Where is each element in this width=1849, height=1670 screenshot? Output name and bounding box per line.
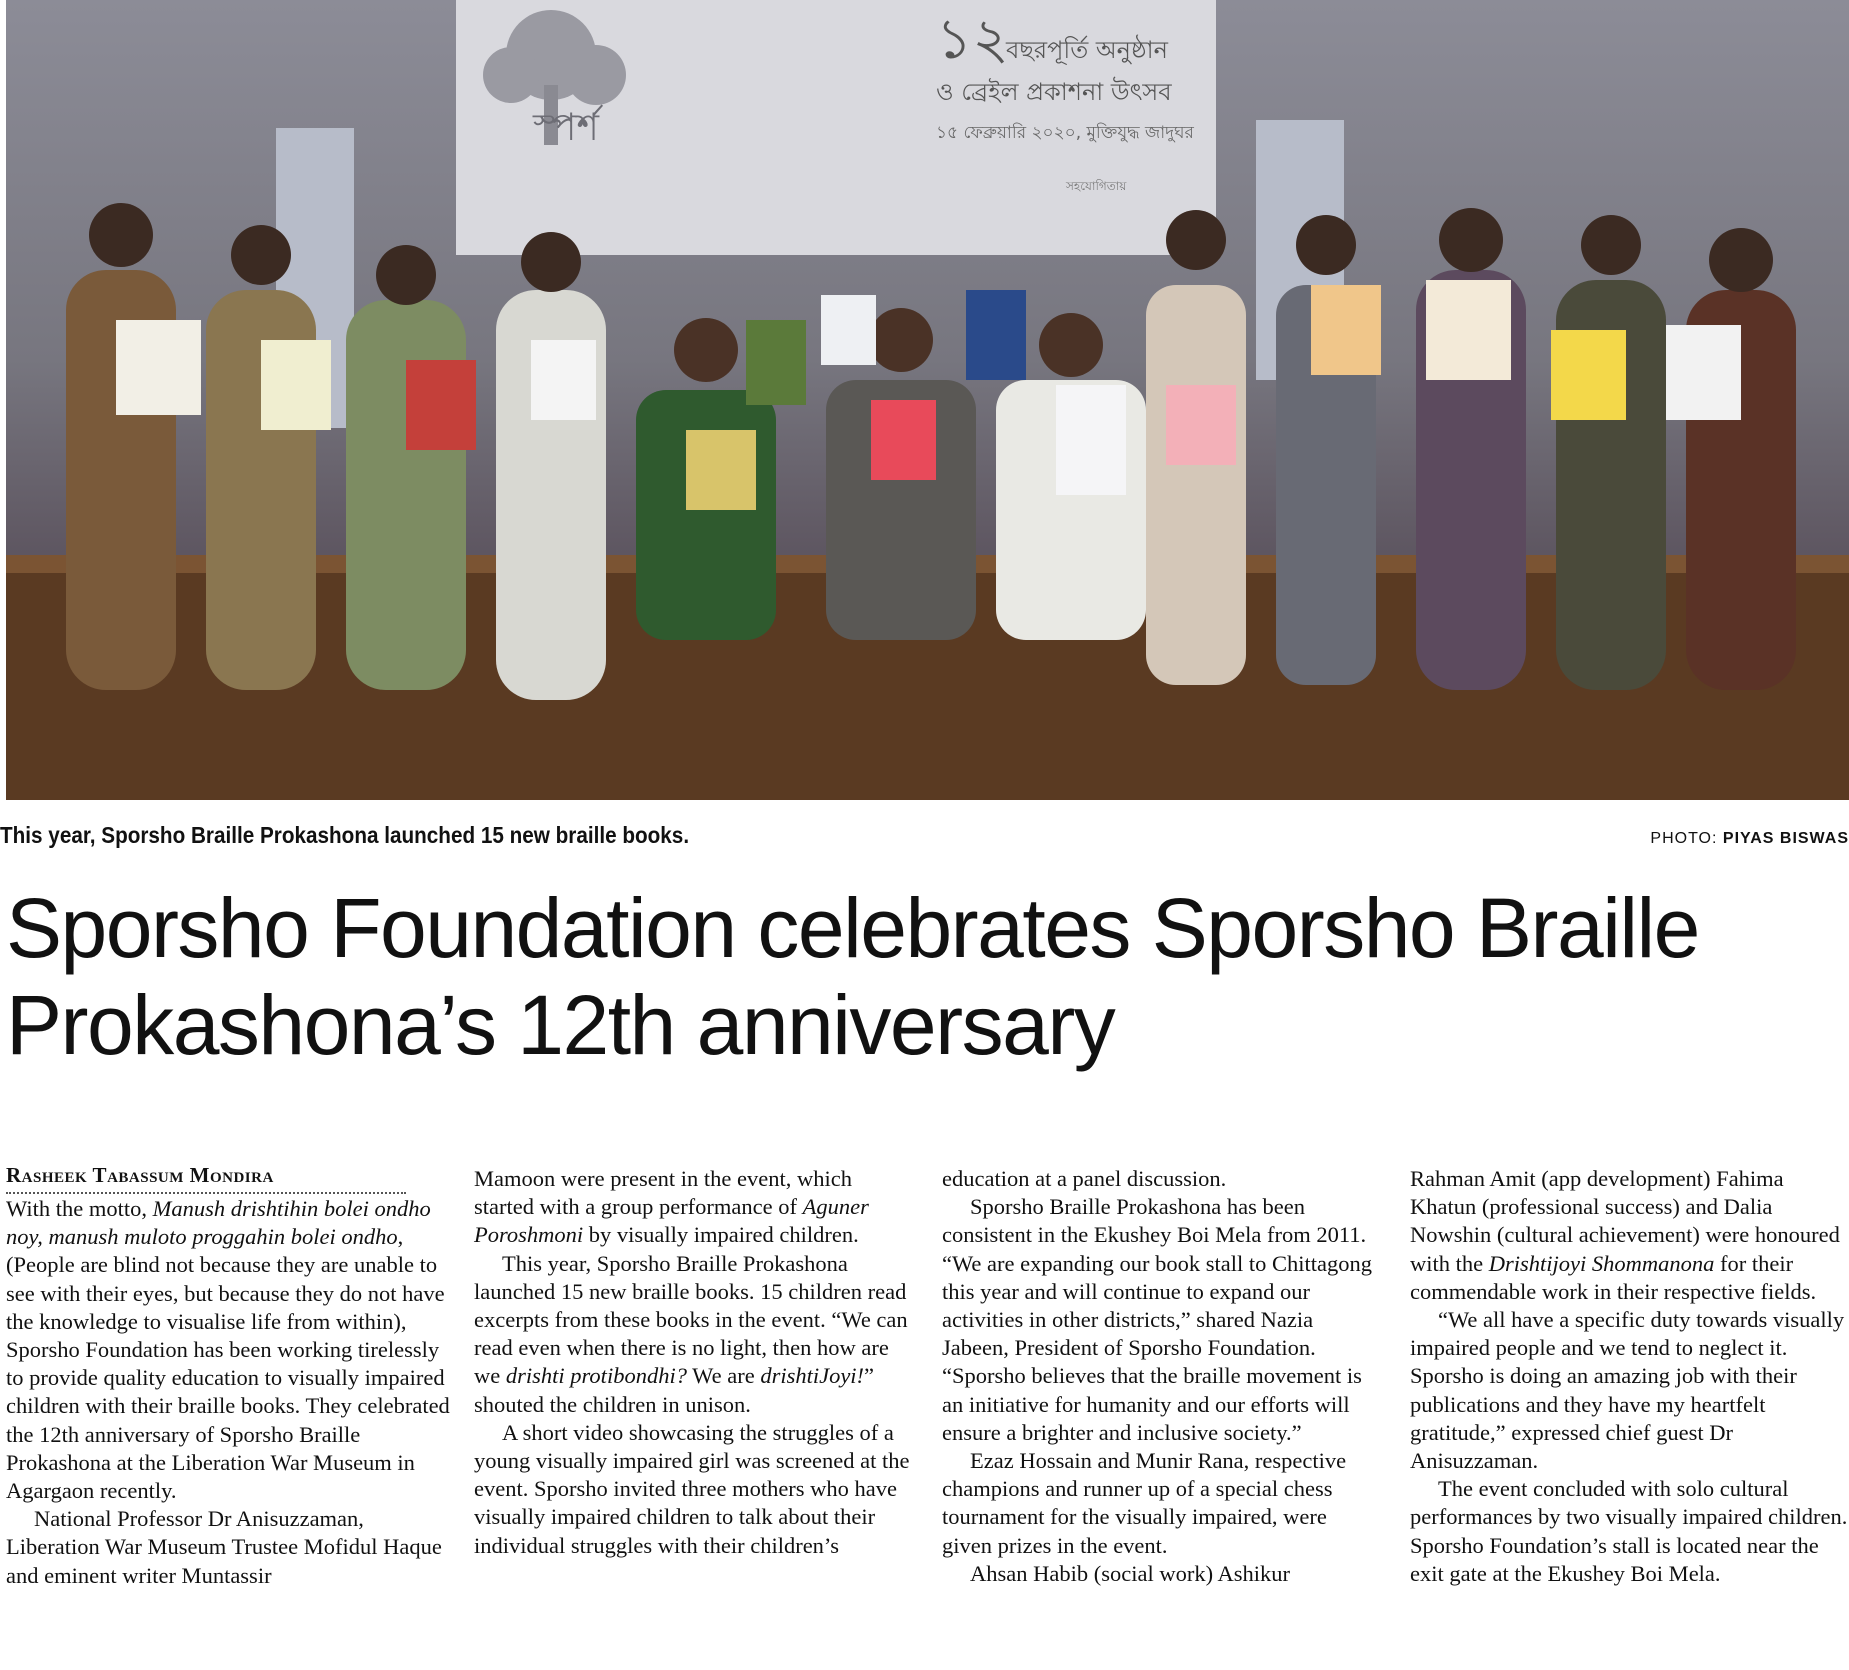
backdrop-line-3: ১৫ ফেব্রুয়ারি ২০২০, মুক্তিযুদ্ধ জাদুঘর <box>936 123 1194 143</box>
text-run: by visually impaired children. <box>583 1222 859 1248</box>
article-column-2 <box>474 1165 914 1560</box>
motto-italic: Manush drishtihin bolei ondho noy, manush muloto proggahin bolei ondho <box>6 1196 431 1250</box>
award-name-italic: Drishtijoyi Shommanona <box>1488 1250 1715 1276</box>
byline: Rasheek Tabassum Mondira <box>6 1163 406 1194</box>
headline: Sporsho Foundation celebrates Sporsho Braille Prokashona’s 12th anniversary <box>6 881 1699 1072</box>
paragraph: education at a panel discussion. <box>942 1166 1227 1191</box>
paragraph: National Professor Dr Anisuzzaman, Liberation War Museum Trustee Mofidul Haque and eminent writer Muntassir <box>6 1506 442 1588</box>
performance-title-italic: Aguner Poroshmoni <box>474 1194 869 1248</box>
event-photo <box>6 0 1849 800</box>
backdrop-line-2: ও ব্রেইল প্রকাশনা উৎসব <box>936 78 1172 106</box>
photo-credit-label: PHOTO: <box>1650 830 1723 847</box>
text-run: With the motto, <box>6 1196 153 1221</box>
text-run: Mamoon were present in the event, which started with a group performance of <box>474 1166 853 1220</box>
paragraph: A short video showcasing the struggles of a young visually impaired girl was screened at the event. Sporsho invited three mothers who have visually impaired children to talk about their individual struggles with their children’s <box>474 1419 910 1558</box>
italic-phrase: drishti protibondhi? <box>505 1363 687 1389</box>
paragraph <box>1410 1165 1849 1306</box>
paragraph: Ahsan Habib (social work) Ashikur <box>970 1560 1290 1586</box>
event-photo-illustration <box>6 0 1849 800</box>
backdrop-line-1: বছরপূর্তি অনুষ্ঠান <box>1006 36 1168 64</box>
article-column-1 <box>6 1195 456 1590</box>
paragraph <box>474 1250 914 1419</box>
paragraph: “We all have a specific duty towards visually impaired people and we tend to neglect it. Sporsho is doing an amazing job with their publications and they have my heartfelt gratitude,” expressed chief guest Dr Anisuzzaman. <box>1410 1307 1845 1474</box>
photo-credit <box>1650 830 1849 848</box>
paragraph <box>474 1165 914 1250</box>
paragraph: The event concluded with solo cultural performances by two visually impaired children. Sporsho Foundation’s stall is located near the exit gate at the Ekushey Boi Mela. <box>1410 1476 1848 1586</box>
article-column-3 <box>942 1165 1382 1588</box>
paragraph: Sporsho Braille Prokashona has been consistent in the Ekushey Boi Mela from 2011. “We are expanding our book stall to Chittagong this year and will continue to expand our activities in other districts,” shared Nazia Jabeen, President of Sporsho Foundation. “Sporsho believes that the braille movement is an initiative for humanity and our efforts will ensure a brighter and inclusive society.” <box>942 1194 1372 1445</box>
backdrop-numeral: ১২ <box>936 7 1009 72</box>
text-run: for their commendable work in their respective fields. <box>1410 1250 1817 1304</box>
italic-phrase: drishtiJoyi! <box>760 1363 865 1389</box>
text-run: This year, Sporsho Braille Prokashona launched 15 new braille books. 15 children read excerpts from these books in the event. “We can read even when there is no light, then how are we <box>474 1250 908 1389</box>
text-run: , (People are blind not because they are unable to see with their eyes, but because they do not have the knowledge to visualise life from within), Sporsho Foundation has been working tirelessly to provide quality education to visually impaired children with their braille books. They celebrated the 12th anniversary of Sporsho Braille Prokashona at the Liberation War Museum in Agargaon recently. <box>6 1224 450 1504</box>
text-run: We are <box>686 1363 761 1389</box>
backdrop-sponsor-label: সহযোগিতায় <box>1066 179 1127 193</box>
text-run: Rahman Amit (app development) Fahima Khatun (professional success) and Dalia Nowshin (cultural achievement) were honoured with the <box>1410 1166 1840 1276</box>
backdrop-logo-text: স্পর্শ <box>532 105 600 149</box>
photo-caption: This year, Sporsho Braille Prokashona launched 15 new braille books. <box>0 822 690 848</box>
photo-credit-name: PIYAS BISWAS <box>1722 830 1849 847</box>
text-run: ” shouted the children in unison. <box>474 1363 875 1417</box>
paragraph: Ezaz Hossain and Munir Rana, respective champions and runner up of a special chess tournament for the visually impaired, were given prizes in the event. <box>942 1448 1347 1558</box>
article-column-4 <box>1410 1165 1849 1588</box>
paragraph <box>6 1195 456 1505</box>
